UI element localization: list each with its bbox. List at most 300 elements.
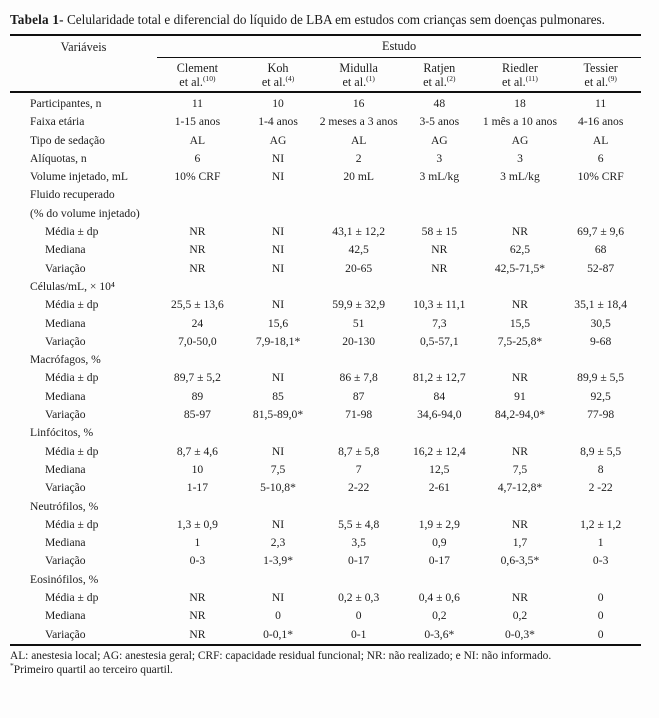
table-cell: 5,5 ± 4,8 [338, 517, 380, 531]
table-cell: 51 [352, 316, 365, 330]
study-ref-superscript: (11) [525, 73, 538, 83]
table-cell: 7,5-25,8* [497, 334, 543, 348]
study-etal-text: et al. [584, 75, 609, 89]
table-cell: NR [189, 225, 206, 239]
table-cell: 0-3 [592, 554, 609, 568]
table-cell: 15,5 [509, 316, 531, 330]
table-cell: 0-3 [189, 554, 206, 568]
table-cell: 0,2 ± 0,3 [338, 591, 380, 605]
table-cell: 87 [352, 389, 365, 403]
table-cell: 16 [352, 97, 365, 110]
table-cell: 3 mL/kg [500, 170, 540, 184]
table-cell: 10% CRF [577, 170, 624, 184]
row-label-text: Média ± dp [45, 225, 99, 239]
row-label-statistic [10, 223, 157, 241]
row-label-statistic [10, 260, 157, 278]
row-label-statistic [10, 296, 157, 314]
table-cell: 71-98 [345, 408, 373, 422]
table-cell: 10 [272, 97, 284, 110]
table-cell: 85 [272, 389, 284, 403]
row-label-variable [10, 92, 157, 113]
row-label-statistic [10, 552, 157, 570]
table-cell: 1,7 [512, 536, 528, 550]
table-row [10, 150, 641, 168]
table-cell: 7,0-50,0 [178, 334, 217, 348]
table-cell [318, 278, 399, 296]
table-cell: 0 [597, 591, 604, 605]
table-cell: 0,5-57,1 [419, 334, 459, 348]
row-label-statistic [10, 388, 157, 406]
table-footnotes [10, 649, 648, 678]
table-cell: 2-22 [348, 481, 370, 495]
table-row [10, 369, 641, 387]
table-row [10, 498, 641, 516]
study-header [560, 57, 641, 92]
table-cell: 42,5 [348, 243, 369, 257]
row-label-text: Mediana [45, 536, 86, 550]
study-header [238, 57, 319, 92]
study-name: Riedler [502, 60, 538, 75]
study-header [157, 57, 238, 92]
study-ref-superscript: (9) [608, 73, 617, 83]
row-label-text: Eosinófilos, % [30, 572, 99, 586]
table-cell: NI [271, 225, 285, 239]
table-row [10, 424, 641, 442]
row-label-text: Variação [45, 261, 86, 275]
row-label-text: Mediana [45, 609, 86, 623]
table-cell: NI [271, 298, 285, 312]
table-cell: 0,2 [512, 609, 528, 623]
table-cell: 1,9 ± 2,9 [418, 517, 460, 531]
table-cell: AL [592, 133, 609, 147]
study-header [399, 57, 480, 92]
table-cell: 5-10,8* [260, 481, 296, 495]
table-cell: 1,2 ± 1,2 [580, 517, 622, 531]
table-cell [238, 424, 319, 442]
table-cell: 8,9 ± 5,5 [580, 444, 622, 458]
table-row [10, 607, 641, 625]
group-header-row [10, 35, 641, 57]
table-cell: 11 [595, 97, 607, 110]
row-label-text: Fluido recuperado [30, 188, 115, 202]
table-cell: 84,2-94,0* [494, 408, 546, 422]
table-cell [157, 278, 238, 296]
table-cell: 0 [355, 609, 362, 623]
table-row [10, 296, 641, 314]
table-cell: 12,5 [429, 462, 450, 476]
table-cell: NR [189, 591, 206, 605]
table-row [10, 534, 641, 552]
table-cell: 6 [597, 151, 604, 165]
study-header [480, 57, 561, 92]
table-cell: 3 mL/kg [419, 170, 460, 184]
row-label-statistic [10, 315, 157, 333]
table-cell: 77-98 [587, 408, 615, 422]
table-cell: NR [511, 298, 529, 312]
table-cell: 69,7 ± 9,6 [577, 225, 625, 239]
table-cell [480, 498, 561, 516]
table-cell [399, 424, 480, 442]
table-cell: 34,6-94,0 [417, 408, 462, 422]
table-row [10, 479, 641, 497]
table-cell: 15,6 [267, 316, 289, 330]
table-cell [157, 351, 238, 369]
table-cell: 18 [514, 97, 526, 110]
row-label-text: Mediana [45, 243, 86, 257]
study-ref-superscript: (10) [202, 73, 216, 83]
table-cell [157, 186, 238, 223]
table-cell [480, 186, 561, 223]
table-cell: NR [189, 261, 206, 275]
table-cell: NI [271, 371, 285, 385]
table-cell: 84 [433, 389, 446, 403]
table-caption-text: Celularidade total e diferencial do líquido de LBA em estudos com crianças sem doenças pulmonares. [67, 12, 605, 27]
table-cell: 11 [191, 97, 203, 110]
table-cell: 52-87 [587, 261, 615, 275]
table-cell: 0-0,3* [504, 627, 535, 641]
table-cell: 62,5 [509, 243, 531, 257]
study-name: Clement [176, 60, 219, 75]
table-row [10, 241, 641, 259]
table-cell: 0 [275, 609, 281, 623]
table-cell: 20-130 [342, 334, 376, 348]
study-header [318, 57, 399, 92]
table-cell [238, 278, 319, 296]
table-cell: 1-15 anos [174, 115, 221, 129]
table-cell [399, 571, 480, 589]
table-cell: 0-0,1* [263, 627, 294, 641]
table-row [10, 333, 641, 351]
study-ref-superscript: (1) [366, 73, 375, 83]
table-row [10, 168, 641, 186]
table-row [10, 223, 641, 241]
row-label-text: Faixa etária [30, 115, 85, 129]
table-row [10, 516, 641, 534]
study-etal [480, 75, 561, 89]
table-cell [560, 186, 641, 223]
table-cell: 0,4 ± 0,6 [418, 591, 460, 605]
study-etal-text: et al. [342, 75, 367, 89]
table-cell [157, 498, 238, 516]
table-cell: 0-17 [348, 554, 370, 568]
table-cell [238, 186, 319, 223]
table-cell: 9-68 [590, 334, 612, 348]
table-cell: 58 ± 15 [421, 225, 457, 239]
table-cell: AL [350, 133, 367, 147]
table-cell: NI [271, 151, 285, 165]
table-cell [480, 278, 561, 296]
row-label-variable [10, 113, 157, 131]
row-label-text: Variação [45, 334, 86, 348]
table-cell: 2 [355, 151, 362, 165]
table-cell: AG [430, 133, 448, 147]
table-cell: 81,2 ± 12,7 [412, 371, 466, 385]
study-name: Ratjen [423, 60, 456, 75]
footnote-abbreviations: AL: anestesia local; AG: anestesia geral; CRF: capacidade residual funcional; NR: não realizado; e NI: não informado. [10, 649, 552, 662]
row-label-variable [10, 498, 157, 516]
row-label-text: Média ± dp [45, 517, 99, 531]
table-row [10, 351, 641, 369]
table-cell: 1-3,9* [263, 554, 294, 568]
row-label-text-line2: (% do volume injetado) [30, 206, 140, 220]
row-label-text: Linfócitos, % [30, 426, 94, 440]
row-label-statistic [10, 534, 157, 552]
table-cell: 30,5 [590, 316, 611, 330]
table-cell: 3 [517, 151, 523, 165]
table-cell: NI [271, 170, 285, 184]
study-header-row [10, 57, 641, 92]
table-cell: 42,5-71,5* [494, 261, 546, 275]
table-cell: 20 mL [343, 170, 374, 184]
table-cell: NR [511, 591, 529, 605]
table-cell [318, 351, 399, 369]
table-cell [560, 498, 641, 516]
row-label-variable [10, 278, 157, 296]
row-label-text: Variação [45, 481, 86, 495]
table-cell: NI [271, 517, 285, 531]
table-cell: 3 [436, 151, 443, 165]
study-name: Tessier [583, 60, 618, 75]
table-cell [318, 571, 399, 589]
table-cell: 48 [433, 97, 446, 110]
row-label-variable [10, 424, 157, 442]
table-row [10, 388, 641, 406]
row-label-statistic [10, 443, 157, 461]
table-cell: 86 ± 7,8 [339, 371, 378, 385]
row-label-text: Variação [45, 554, 86, 568]
table-cell [399, 278, 480, 296]
table-cell: 20-65 [345, 261, 373, 275]
table-row [10, 406, 641, 424]
study-ref-superscript: (2) [446, 73, 456, 83]
table-cell: 2 meses a 3 anos [319, 115, 398, 129]
table-cell [318, 424, 399, 442]
table-cell [157, 424, 238, 442]
table-cell: 7 [355, 462, 362, 476]
table-cell: 0,9 [432, 536, 447, 550]
table-row [10, 260, 641, 278]
table-cell: 0-3,6* [424, 627, 455, 641]
table-cell: 4,7-12,8* [497, 481, 543, 495]
table-cell: NI [271, 591, 285, 605]
table-cell: NR [431, 243, 448, 257]
table-cell [560, 351, 641, 369]
table-cell: 35,1 ± 18,4 [574, 298, 628, 312]
row-label-statistic [10, 241, 157, 259]
row-label-variable [10, 571, 157, 589]
table-row [10, 589, 641, 607]
table-cell: 16,2 ± 12,4 [412, 444, 466, 458]
table-cell: 10,3 ± 11,1 [413, 298, 466, 312]
table-cell: 89,9 ± 5,5 [577, 371, 625, 385]
table-cell: 10% CRF [174, 170, 221, 184]
row-label-text: Variação [45, 408, 86, 422]
table-cell: 2,3 [270, 536, 286, 550]
table-cell: 7,3 [432, 316, 447, 330]
study-etal [238, 75, 319, 89]
row-label-variable [10, 150, 157, 168]
table-cell: 1,3 ± 0,9 [176, 517, 218, 531]
table-cell: NR [511, 371, 529, 385]
table-cell: 8,7 ± 5,8 [338, 444, 380, 458]
table-cell [560, 278, 641, 296]
table-cell: 3-5 anos [419, 115, 460, 129]
table-row [10, 92, 641, 113]
row-label-statistic [10, 406, 157, 424]
table-cell: 0,2 [432, 609, 447, 623]
table-cell: 0-1 [350, 627, 367, 641]
table-row [10, 315, 641, 333]
study-name: Midulla [339, 60, 378, 75]
table-cell: 89 [191, 389, 204, 403]
table-cell: 4-16 anos [577, 115, 624, 129]
study-ref-superscript: (4) [285, 73, 295, 83]
row-label-text: Macrófagos, % [30, 353, 101, 367]
table-cell: 3,5 [351, 536, 366, 550]
row-label-text: Alíquotas, n [30, 151, 87, 165]
row-label-text: Tipo de sedação [30, 133, 105, 147]
table-cell: 85-97 [183, 408, 211, 422]
table-cell: 6 [194, 151, 201, 165]
table-row [10, 626, 641, 645]
column-group-estudo [157, 35, 641, 57]
table-cell [399, 498, 480, 516]
data-table [10, 34, 641, 646]
study-etal-text: et al. [502, 75, 526, 89]
table-cell: 0-17 [428, 554, 450, 568]
table-row [10, 552, 641, 570]
table-cell: 2 -22 [588, 481, 613, 495]
table-cell: NR [511, 517, 529, 531]
table-cell: 24 [191, 316, 204, 330]
table-cell: 81,5-89,0* [252, 408, 304, 422]
row-label-variable [10, 132, 157, 150]
table-cell: 92,5 [590, 389, 611, 403]
table-cell: AG [269, 133, 287, 147]
row-label-text: Variação [45, 627, 86, 641]
table-cell: 1 mês a 10 anos [482, 115, 557, 129]
table-cell: NI [271, 243, 285, 257]
table-cell [399, 351, 480, 369]
table-row [10, 186, 641, 223]
table-cell: NR [189, 627, 206, 641]
study-name: Koh [267, 60, 289, 75]
table-cell: AL [189, 133, 206, 147]
table-cell [399, 186, 480, 223]
table-cell: 1-17 [186, 481, 209, 495]
row-label-text: Participantes, n [30, 97, 102, 110]
footnote-asterisk-text: Primeiro quartil ao terceiro quartil. [13, 664, 173, 677]
table-cell: NR [189, 609, 206, 623]
table-cell [318, 498, 399, 516]
row-label-text: Mediana [45, 389, 86, 403]
table-cell [560, 424, 641, 442]
row-label-text: Média ± dp [45, 444, 99, 458]
table-cell: 0 [597, 609, 604, 623]
study-etal [318, 75, 399, 89]
table-cell: 2-61 [428, 481, 450, 495]
table-cell: 1-4 anos [258, 115, 298, 129]
row-label-statistic [10, 369, 157, 387]
table-cell: NR [511, 444, 529, 458]
row-label-variable [10, 186, 157, 223]
table-cell: 68 [594, 243, 607, 257]
row-label-statistic [10, 333, 157, 351]
table-cell [480, 351, 561, 369]
column-group-estudo-label: Estudo [381, 39, 417, 53]
table-cell: 7,9-18,1* [255, 334, 301, 348]
table-row [10, 132, 641, 150]
table-cell: 1 [194, 536, 201, 550]
table-cell [480, 424, 561, 442]
study-header-spacer [10, 57, 157, 92]
table-cell [560, 571, 641, 589]
table-cell: 89,7 ± 5,2 [173, 371, 221, 385]
table-cell [238, 571, 319, 589]
table-row [10, 113, 641, 131]
table-cell: 1 [597, 536, 604, 550]
table-cell: 59,9 ± 32,9 [332, 298, 386, 312]
row-label-statistic [10, 479, 157, 497]
table-cell: 7,5 [270, 462, 286, 476]
table-cell: 43,1 ± 12,2 [332, 225, 386, 239]
row-label-text: Mediana [45, 462, 86, 476]
table-cell: 7,5 [512, 462, 528, 476]
table-cell: 0,6-3,5* [500, 554, 540, 568]
table-row [10, 461, 641, 479]
table-caption-number: Tabela 1- [10, 12, 64, 27]
row-label-statistic [10, 461, 157, 479]
table-cell [238, 351, 319, 369]
row-label-text: Média ± dp [45, 371, 99, 385]
study-etal [157, 75, 238, 89]
table-cell: NR [431, 261, 448, 275]
row-label-statistic [10, 516, 157, 534]
footnote-asterisk [10, 663, 648, 678]
table-cell: 0 [597, 627, 604, 641]
study-etal-text: et al. [179, 75, 203, 89]
row-label-text: Células/mL, × 10⁴ [30, 279, 115, 293]
study-etal [560, 75, 641, 89]
table-cell: NR [511, 225, 529, 239]
footnote-asterisk-marker: * [10, 661, 14, 671]
row-label-text: Neutrófilos, % [30, 499, 99, 513]
table-caption [10, 12, 641, 28]
table-cell: AG [511, 133, 529, 147]
table-cell [480, 571, 561, 589]
study-etal-text: et al. [423, 75, 447, 89]
row-label-text: Média ± dp [45, 298, 99, 312]
table-cell: 8,7 ± 4,6 [176, 444, 218, 458]
table-cell [238, 498, 319, 516]
table-row [10, 571, 641, 589]
table-cell: NR [189, 243, 206, 257]
row-label-statistic [10, 626, 157, 645]
row-label-variable [10, 351, 157, 369]
row-label-text: Média ± dp [45, 591, 99, 605]
study-etal [399, 75, 480, 89]
table-row [10, 278, 641, 296]
row-label-statistic [10, 589, 157, 607]
table-cell: 10 [191, 462, 204, 476]
table-cell: 8 [597, 462, 604, 476]
row-label-text: Mediana [45, 316, 86, 330]
table-cell: 25,5 ± 13,6 [171, 298, 224, 312]
row-label-text: Volume injetado, mL [30, 170, 128, 184]
table-row [10, 443, 641, 461]
table-cell [157, 571, 238, 589]
table-cell: NI [271, 444, 285, 458]
